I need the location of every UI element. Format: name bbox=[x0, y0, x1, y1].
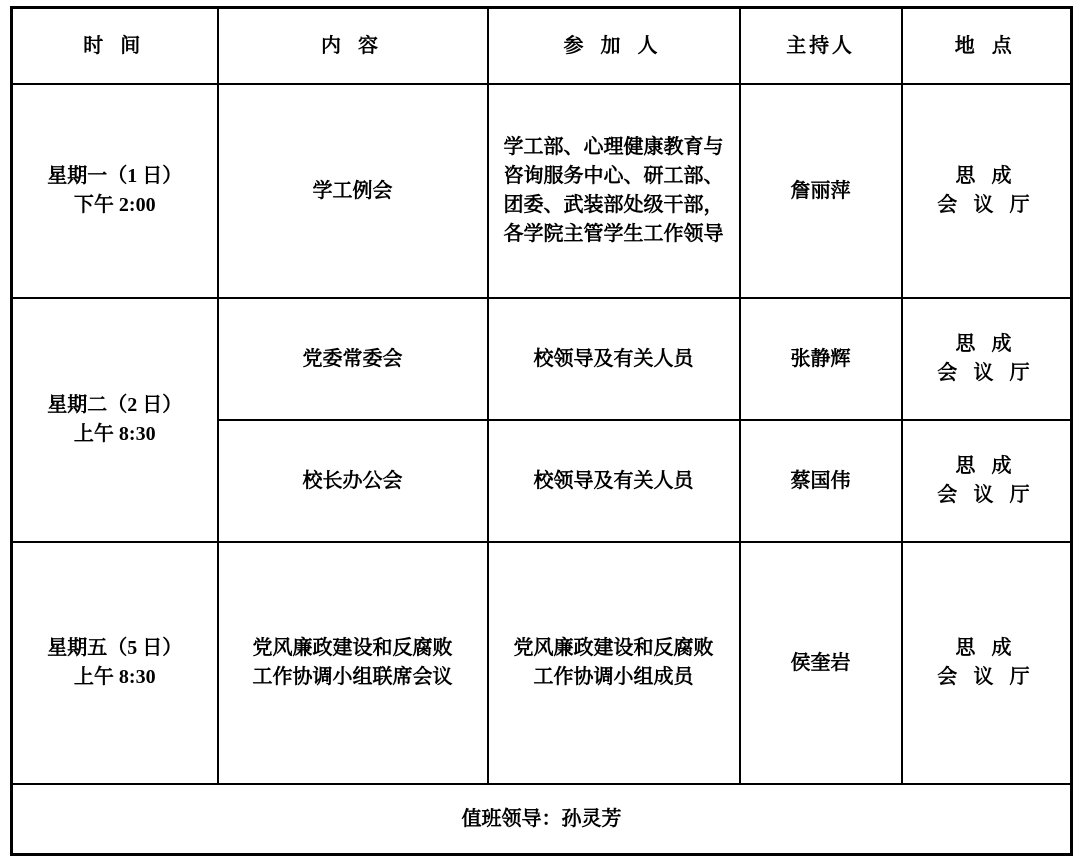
header-participants: 参 加 人 bbox=[488, 8, 740, 85]
time-line-2: 上午 8:30 bbox=[73, 423, 156, 445]
place-line-2: 会 议 厅 bbox=[937, 362, 1036, 384]
cell-content-4 bbox=[218, 542, 488, 784]
place-line-1: 思 成 bbox=[955, 637, 1018, 659]
cell-time-friday bbox=[12, 542, 218, 784]
table-row bbox=[12, 298, 1072, 420]
cell-place-2 bbox=[902, 298, 1072, 420]
cell-place-4 bbox=[902, 542, 1072, 784]
participants-line-2: 工作协调小组成员 bbox=[533, 666, 694, 688]
cell-time-monday bbox=[12, 84, 218, 298]
cell-participants-4 bbox=[488, 542, 740, 784]
time-line-2: 上午 8:30 bbox=[73, 666, 156, 688]
place-line-2: 会 议 厅 bbox=[937, 194, 1036, 216]
table-row bbox=[12, 542, 1072, 784]
time-line-1: 星期二（2 日） bbox=[47, 394, 183, 416]
cell-host-3: 蔡国伟 bbox=[740, 420, 902, 542]
content-line-1: 党风廉政建设和反腐败 bbox=[252, 637, 453, 659]
meeting-schedule-table bbox=[10, 6, 1073, 856]
place-line-1: 思 成 bbox=[955, 455, 1018, 477]
time-line-2: 下午 2:00 bbox=[73, 194, 156, 216]
cell-content-3: 校长办公会 bbox=[218, 420, 488, 542]
cell-content-1: 学工例会 bbox=[218, 84, 488, 298]
table-row bbox=[12, 84, 1072, 298]
participants-line-1: 党风廉政建设和反腐败 bbox=[513, 637, 714, 659]
place-line-2: 会 议 厅 bbox=[937, 666, 1036, 688]
cell-host-1: 詹丽萍 bbox=[740, 84, 902, 298]
cell-place-1 bbox=[902, 84, 1072, 298]
cell-participants-1: 学工部、心理健康教育与咨询服务中心、研工部、团委、武装部处级干部，各学院主管学生工作领导 bbox=[488, 84, 740, 298]
cell-place-3 bbox=[902, 420, 1072, 542]
cell-participants-2: 校领导及有关人员 bbox=[488, 298, 740, 420]
duty-leader-note: 值班领导：孙灵芳 bbox=[12, 784, 1072, 855]
cell-host-4: 侯奎岩 bbox=[740, 542, 902, 784]
table-header-row bbox=[12, 8, 1072, 85]
cell-host-2: 张静辉 bbox=[740, 298, 902, 420]
table-footer-row bbox=[12, 784, 1072, 855]
content-line-2: 工作协调小组联席会议 bbox=[252, 666, 453, 688]
time-line-1: 星期一（1 日） bbox=[47, 165, 183, 187]
cell-time-tuesday bbox=[12, 298, 218, 542]
header-place: 地 点 bbox=[902, 8, 1072, 85]
header-host: 主持人 bbox=[740, 8, 902, 85]
place-line-2: 会 议 厅 bbox=[937, 484, 1036, 506]
place-line-1: 思 成 bbox=[955, 165, 1018, 187]
time-line-1: 星期五（5 日） bbox=[47, 637, 183, 659]
cell-participants-3: 校领导及有关人员 bbox=[488, 420, 740, 542]
place-line-1: 思 成 bbox=[955, 333, 1018, 355]
header-time: 时 间 bbox=[12, 8, 218, 85]
cell-content-2: 党委常委会 bbox=[218, 298, 488, 420]
header-content: 内 容 bbox=[218, 8, 488, 85]
